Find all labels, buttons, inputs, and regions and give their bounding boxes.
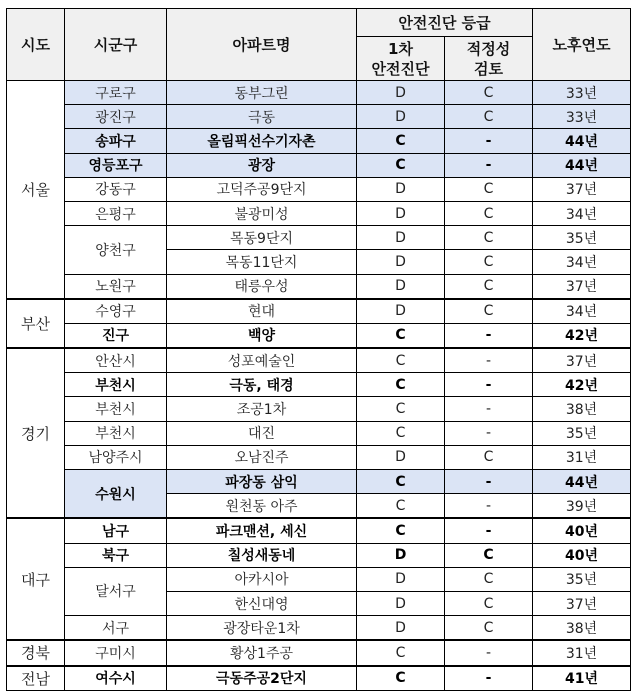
cell-apt: 광장타운1차 <box>167 616 357 641</box>
cell-review: C <box>445 226 533 250</box>
cell-review: - <box>445 666 533 691</box>
cell-apt: 극동주공2단지 <box>167 666 357 691</box>
cell-age: 38년 <box>533 616 631 641</box>
table-row <box>7 543 631 567</box>
cell-apt: 올림픽선수기자촌 <box>167 129 357 153</box>
cell-first: C <box>357 348 445 373</box>
cell-age: 34년 <box>533 299 631 324</box>
header-sigungu: 시군구 <box>65 9 167 81</box>
cell-age: 35년 <box>533 567 631 591</box>
cell-age: 34년 <box>533 250 631 274</box>
cell-review: C <box>445 591 533 615</box>
cell-age: 31년 <box>533 445 631 469</box>
cell-sigungu: 진구 <box>65 323 167 348</box>
cell-age: 44년 <box>533 153 631 177</box>
table-row <box>7 567 631 591</box>
cell-first: C <box>357 153 445 177</box>
cell-age: 42년 <box>533 373 631 397</box>
cell-apt: 동부그린 <box>167 81 357 105</box>
cell-sigungu: 강동구 <box>65 177 167 201</box>
cell-first: D <box>357 274 445 299</box>
header-apt: 아파트명 <box>167 9 357 81</box>
cell-first: D <box>357 616 445 641</box>
cell-apt: 목동9단지 <box>167 226 357 250</box>
cell-age: 33년 <box>533 81 631 105</box>
header-sido: 시도 <box>7 9 65 81</box>
table-row <box>7 323 631 348</box>
cell-first: C <box>357 129 445 153</box>
cell-review: - <box>445 129 533 153</box>
cell-first: D <box>357 226 445 250</box>
cell-first: D <box>357 201 445 225</box>
table-row <box>7 518 631 543</box>
cell-sido: 부산 <box>7 299 65 348</box>
table-row <box>7 470 631 494</box>
cell-sido: 전남 <box>7 666 65 691</box>
cell-apt: 대진 <box>167 421 357 445</box>
table-row <box>7 640 631 665</box>
cell-apt: 현대 <box>167 299 357 324</box>
cell-apt: 성포예술인 <box>167 348 357 373</box>
cell-sido: 대구 <box>7 518 65 640</box>
cell-age: 41년 <box>533 666 631 691</box>
cell-sigungu: 구미시 <box>65 640 167 665</box>
cell-first: C <box>357 421 445 445</box>
cell-review: C <box>445 105 533 129</box>
cell-sigungu: 안산시 <box>65 348 167 373</box>
cell-age: 37년 <box>533 274 631 299</box>
cell-age: 37년 <box>533 591 631 615</box>
cell-first: D <box>357 250 445 274</box>
cell-sigungu: 구로구 <box>65 81 167 105</box>
cell-review: C <box>445 445 533 469</box>
cell-sigungu: 노원구 <box>65 274 167 299</box>
cell-first: C <box>357 323 445 348</box>
cell-apt: 한신대영 <box>167 591 357 615</box>
cell-age: 38년 <box>533 397 631 421</box>
cell-apt: 극동 <box>167 105 357 129</box>
cell-first: D <box>357 177 445 201</box>
table-row <box>7 81 631 105</box>
cell-age: 40년 <box>533 543 631 567</box>
table-row <box>7 348 631 373</box>
cell-apt: 고덕주공9단지 <box>167 177 357 201</box>
cell-review: - <box>445 421 533 445</box>
table-row <box>7 421 631 445</box>
cell-sigungu: 북구 <box>65 543 167 567</box>
cell-apt: 광장 <box>167 153 357 177</box>
table-row <box>7 274 631 299</box>
cell-first: D <box>357 543 445 567</box>
cell-sigungu: 양천구 <box>65 226 167 274</box>
cell-age: 40년 <box>533 518 631 543</box>
table-row <box>7 153 631 177</box>
cell-review: C <box>445 543 533 567</box>
cell-age: 44년 <box>533 470 631 494</box>
cell-first: D <box>357 445 445 469</box>
table-row <box>7 129 631 153</box>
table-row <box>7 397 631 421</box>
cell-first: C <box>357 518 445 543</box>
cell-first: D <box>357 591 445 615</box>
cell-review: C <box>445 616 533 641</box>
cell-review: - <box>445 494 533 519</box>
safety-grade-table <box>6 8 631 691</box>
cell-apt: 불광미성 <box>167 201 357 225</box>
cell-age: 31년 <box>533 640 631 665</box>
cell-age: 39년 <box>533 494 631 519</box>
cell-review: C <box>445 201 533 225</box>
cell-sigungu: 달서구 <box>65 567 167 615</box>
cell-sido: 경북 <box>7 640 65 665</box>
cell-review: - <box>445 323 533 348</box>
cell-sido: 서울 <box>7 81 65 299</box>
header-review: 적정성 검토 <box>445 37 533 81</box>
cell-age: 33년 <box>533 105 631 129</box>
cell-apt: 황상1주공 <box>167 640 357 665</box>
cell-apt: 파장동 삼익 <box>167 470 357 494</box>
cell-sigungu: 광진구 <box>65 105 167 129</box>
table-row <box>7 299 631 324</box>
cell-review: C <box>445 81 533 105</box>
cell-first: D <box>357 299 445 324</box>
cell-first: D <box>357 567 445 591</box>
cell-apt: 파크맨션, 세신 <box>167 518 357 543</box>
header-age: 노후연도 <box>533 9 631 81</box>
cell-sigungu: 남구 <box>65 518 167 543</box>
cell-sigungu: 남양주시 <box>65 445 167 469</box>
cell-apt: 목동11단지 <box>167 250 357 274</box>
cell-review: C <box>445 250 533 274</box>
cell-first: C <box>357 666 445 691</box>
cell-sido: 경기 <box>7 348 65 518</box>
cell-review: - <box>445 397 533 421</box>
header-grade: 안전진단 등급 <box>357 9 533 37</box>
cell-sigungu: 서구 <box>65 616 167 641</box>
cell-sigungu: 부천시 <box>65 373 167 397</box>
cell-sigungu: 수영구 <box>65 299 167 324</box>
cell-sigungu: 송파구 <box>65 129 167 153</box>
cell-apt: 오남진주 <box>167 445 357 469</box>
cell-apt: 조공1차 <box>167 397 357 421</box>
cell-sigungu: 부천시 <box>65 421 167 445</box>
cell-apt: 칠성새동네 <box>167 543 357 567</box>
cell-age: 34년 <box>533 201 631 225</box>
cell-apt: 백양 <box>167 323 357 348</box>
cell-review: - <box>445 373 533 397</box>
table-row <box>7 445 631 469</box>
cell-apt: 극동, 태경 <box>167 373 357 397</box>
cell-age: 35년 <box>533 421 631 445</box>
cell-sigungu: 영등포구 <box>65 153 167 177</box>
table-body <box>7 81 631 691</box>
cell-age: 37년 <box>533 177 631 201</box>
cell-review: C <box>445 274 533 299</box>
cell-review: - <box>445 153 533 177</box>
cell-review: C <box>445 567 533 591</box>
table-row <box>7 201 631 225</box>
table-row <box>7 226 631 250</box>
cell-first: D <box>357 105 445 129</box>
table-row <box>7 105 631 129</box>
table-row <box>7 666 631 691</box>
cell-apt: 아카시아 <box>167 567 357 591</box>
table-row <box>7 373 631 397</box>
cell-first: C <box>357 373 445 397</box>
cell-first: C <box>357 397 445 421</box>
table-row <box>7 177 631 201</box>
cell-review: - <box>445 640 533 665</box>
cell-age: 42년 <box>533 323 631 348</box>
cell-age: 37년 <box>533 348 631 373</box>
cell-first: C <box>357 640 445 665</box>
cell-first: C <box>357 494 445 519</box>
cell-sigungu: 여수시 <box>65 666 167 691</box>
header-first: 1차 안전진단 <box>357 37 445 81</box>
cell-first: C <box>357 470 445 494</box>
cell-review: - <box>445 518 533 543</box>
cell-first: D <box>357 81 445 105</box>
cell-review: - <box>445 348 533 373</box>
cell-review: C <box>445 177 533 201</box>
cell-apt: 원천동 아주 <box>167 494 357 519</box>
cell-apt: 태릉우성 <box>167 274 357 299</box>
cell-age: 35년 <box>533 226 631 250</box>
cell-review: - <box>445 470 533 494</box>
cell-age: 44년 <box>533 129 631 153</box>
cell-sigungu: 수원시 <box>65 470 167 519</box>
cell-review: C <box>445 299 533 324</box>
cell-sigungu: 은평구 <box>65 201 167 225</box>
cell-sigungu: 부천시 <box>65 397 167 421</box>
table-row <box>7 616 631 641</box>
